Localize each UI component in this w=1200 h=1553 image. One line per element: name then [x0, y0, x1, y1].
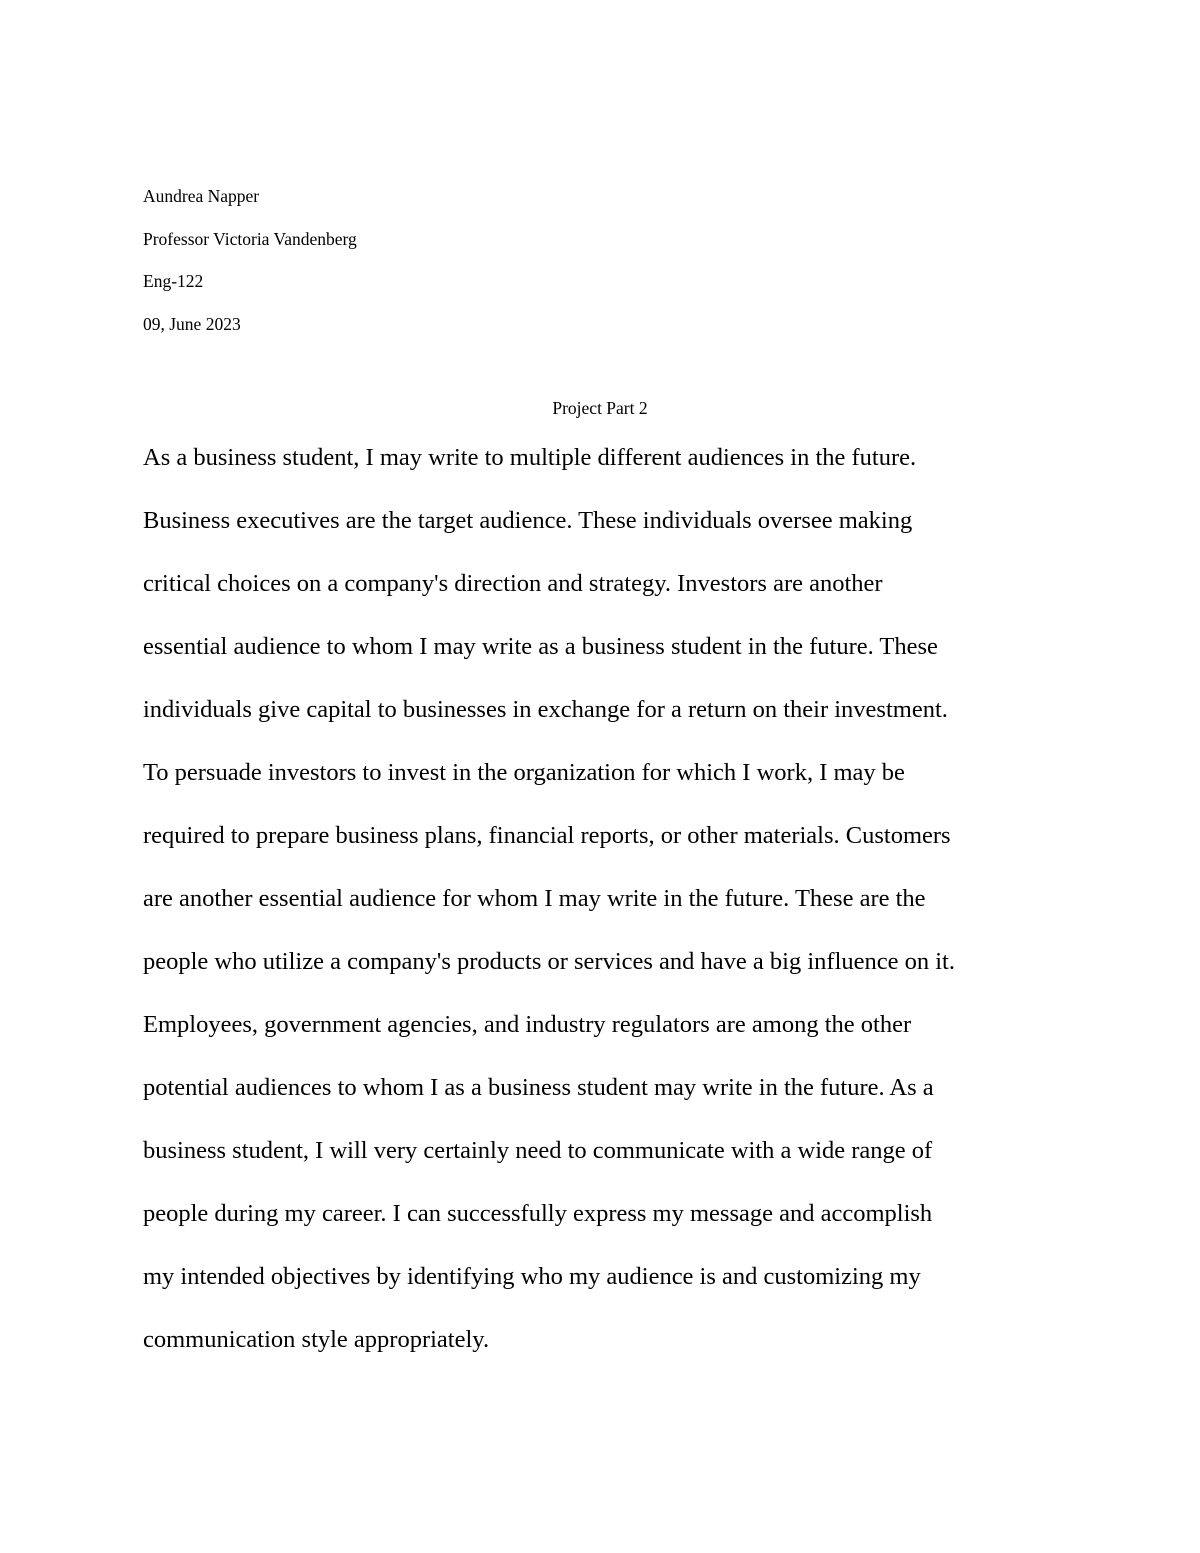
body-line: are another essential audience for whom I may write in the future. These are the [143, 885, 926, 912]
body-line: communication style appropriately. [143, 1326, 490, 1353]
body-line: my intended objectives by identifying who my audience is and customizing my [143, 1263, 921, 1290]
instructor-name: Professor Victoria Vandenberg [143, 229, 357, 249]
course-code: Eng-122 [143, 271, 204, 291]
body-line: To persuade investors to invest in the organization for which I work, I may be [143, 759, 905, 786]
body-line: potential audiences to whom I as a business student may write in the future. As a [143, 1074, 934, 1101]
author-name: Aundrea Napper [143, 186, 260, 206]
date: 09, June 2023 [143, 314, 241, 334]
body-line: essential audience to whom I may write as a business student in the future. These [143, 633, 938, 660]
document-title: Project Part 2 [552, 398, 648, 418]
body-line: Business executives are the target audience. These individuals oversee making [143, 507, 913, 534]
body-line: As a business student, I may write to multiple different audiences in the future. [143, 444, 917, 471]
body-line: people during my career. I can successfully express my message and accomplish [143, 1200, 933, 1227]
body-line: people who utilize a company's products or services and have a big influence on it. [143, 948, 955, 975]
body-line: required to prepare business plans, financial reports, or other materials. Customers [143, 822, 951, 849]
body-line: critical choices on a company's direction and strategy. Investors are another [143, 570, 883, 597]
body-line: business student, I will very certainly need to communicate with a wide range of [143, 1137, 933, 1164]
body-line: individuals give capital to businesses in exchange for a return on their investment. [143, 696, 948, 723]
body-line: Employees, government agencies, and industry regulators are among the other [143, 1011, 912, 1038]
body-paragraph [143, 444, 955, 1389]
